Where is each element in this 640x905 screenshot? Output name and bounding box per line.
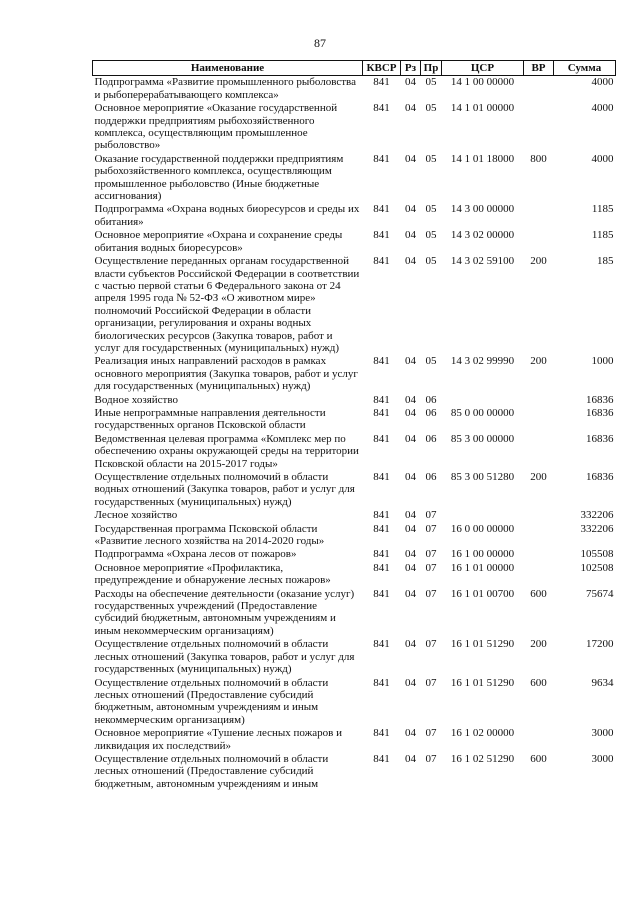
- cell-kvsr: 841: [373, 255, 390, 268]
- cell-sum: 332206: [580, 509, 614, 522]
- cell-rz: 04: [405, 102, 416, 115]
- header-vr: ВР: [524, 61, 554, 76]
- cell-kvsr: 841: [373, 522, 390, 535]
- table-row: [93, 548, 616, 561]
- table-row: [93, 394, 616, 407]
- cell-name: Подпрограмма «Охрана лесов от пожаров»: [94, 548, 297, 561]
- cell-csr: [442, 394, 524, 407]
- table-row: [93, 203, 616, 229]
- table-row: [93, 407, 616, 433]
- cell-sum: 16836: [586, 432, 614, 445]
- cell-name: Водное хозяйство: [94, 393, 178, 406]
- table-row: [93, 255, 616, 355]
- cell-sum: 75674: [586, 587, 614, 600]
- cell-name: Основное мероприятие «Охрана и сохранение среды обитания водных биоресурсов»: [94, 229, 343, 254]
- cell-name: Основное мероприятие «Тушение лесных пожаров и ликвидация их последствий»: [94, 727, 342, 752]
- cell-pr: 05: [425, 102, 437, 115]
- cell-vr: [524, 727, 554, 753]
- cell-sum: 16836: [586, 393, 614, 406]
- cell-name: Ведомственная целевая программа «Комплекс мер по обеспечению охраны окружающей среды на территории Псковской области на 2015-2017 годы»: [94, 432, 359, 470]
- cell-vr: 200: [530, 638, 547, 651]
- cell-kvsr: 841: [373, 229, 390, 242]
- cell-csr: 14 3 02 00000: [450, 229, 515, 242]
- cell-name: Государственная программа Псковской области «Развитие лесного хозяйства на 2014-2020 годы»: [94, 522, 325, 548]
- header-pr: Пр: [421, 61, 442, 76]
- cell-csr: 16 1 01 00000: [450, 561, 515, 574]
- cell-csr: 14 1 01 18000: [450, 152, 515, 165]
- cell-pr: 07: [425, 727, 437, 740]
- cell-kvsr: 841: [373, 561, 390, 574]
- cell-kvsr: 841: [373, 393, 390, 406]
- cell-rz: 04: [405, 406, 416, 419]
- cell-vr: [524, 433, 554, 471]
- cell-pr: 07: [425, 676, 437, 689]
- cell-csr: 85 3 00 00000: [450, 432, 515, 445]
- table-row: [93, 471, 616, 509]
- cell-pr: 05: [425, 152, 437, 165]
- cell-sum: 102508: [580, 561, 614, 574]
- cell-rz: 04: [405, 509, 416, 522]
- cell-rz: 04: [405, 548, 416, 561]
- table-row: [93, 727, 616, 753]
- cell-sum: 4000: [591, 152, 614, 165]
- cell-vr: 600: [530, 752, 547, 765]
- cell-pr: 07: [425, 752, 437, 765]
- cell-name: Осуществление переданных органам государственной власти субъектов Российской Федерации в соответствии с частью первой статьи 6 Федерального закона от 24 апреля 1995 года № 52-ФЗ «О животном мире» полномочий Российской Федерации в области организации, регулирования и охраны водных биологических ресурсов (Закупка товаров, работ и услуг для государственных (муниципальных) нужд): [94, 255, 360, 354]
- cell-name: Лесное хозяйство: [94, 509, 178, 522]
- cell-csr: 16 1 02 51290: [450, 752, 515, 765]
- header-csr: ЦСР: [442, 61, 524, 76]
- cell-vr: [524, 407, 554, 433]
- cell-sum: 4000: [591, 102, 614, 115]
- cell-sum: 1185: [591, 203, 614, 216]
- cell-sum: 9634: [591, 676, 614, 689]
- cell-csr: 16 1 01 51290: [450, 676, 515, 689]
- cell-name: Осуществление отдельных полномочий в области лесных отношений (Предоставление субсидий бюджетным, автономным учреждениям и иным некоммерческим организациям): [94, 676, 329, 726]
- cell-vr: 600: [530, 676, 547, 689]
- cell-vr: 600: [530, 587, 547, 600]
- cell-sum: 17200: [586, 638, 614, 651]
- cell-sum: 4000: [591, 76, 614, 89]
- cell-rz: 04: [405, 229, 416, 242]
- cell-rz: 04: [405, 676, 416, 689]
- cell-vr: [524, 76, 554, 102]
- cell-rz: 04: [405, 432, 416, 445]
- cell-vr: [524, 562, 554, 588]
- cell-name: Осуществление отдельных полномочий в области лесных отношений (Предоставление субсидий бюджетным, автономным учреждениям и иным: [94, 752, 329, 790]
- cell-pr: 07: [425, 561, 437, 574]
- cell-pr: 07: [425, 587, 437, 600]
- cell-pr: 07: [425, 509, 437, 522]
- cell-vr: [524, 229, 554, 255]
- cell-csr: 14 3 02 99990: [450, 355, 515, 368]
- header-rz: Рз: [401, 61, 421, 76]
- cell-pr: 06: [425, 471, 437, 483]
- cell-pr: 05: [425, 255, 437, 268]
- cell-csr: 16 1 00 00000: [450, 548, 515, 561]
- cell-sum: 16836: [586, 406, 614, 419]
- cell-name: Реализация иных направлений расходов в рамках основного мероприятия (Закупка товаров, работ и услуг для государственных (муниципальных) нужд): [94, 355, 358, 393]
- cell-name: Основное мероприятие «Оказание государственной поддержки предприятиям рыбохозяйственного комплекса, осуществляющим промышленное рыболовство»: [94, 102, 338, 152]
- cell-sum: 3000: [591, 752, 614, 765]
- budget-table: [92, 60, 616, 791]
- cell-rz: 04: [405, 638, 416, 651]
- cell-rz: 04: [405, 76, 416, 89]
- cell-pr: 05: [425, 355, 437, 368]
- cell-vr: [524, 102, 554, 153]
- cell-vr: 200: [530, 355, 547, 368]
- cell-csr: 85 0 00 00000: [450, 406, 515, 419]
- cell-vr: [524, 509, 554, 522]
- cell-csr: 16 1 02 00000: [450, 727, 515, 740]
- cell-pr: 06: [425, 406, 437, 419]
- cell-kvsr: 841: [373, 638, 390, 651]
- header-sum: Сумма: [554, 61, 616, 76]
- table-row: [93, 677, 616, 728]
- table-row: [93, 753, 616, 791]
- cell-rz: 04: [405, 522, 416, 535]
- cell-rz: 04: [405, 752, 416, 765]
- cell-name: Осуществление отдельных полномочий в области водных отношений (Закупка товаров, работ и услуг для государственных (муниципальных) нужд): [94, 471, 355, 508]
- cell-kvsr: 841: [373, 406, 390, 419]
- cell-rz: 04: [405, 152, 416, 165]
- cell-name: Подпрограмма «Охрана водных биоресурсов и среды их обитания»: [94, 203, 360, 228]
- cell-name: Осуществление отдельных полномочий в области лесных отношений (Закупка товаров, работ и услуг для государственных (муниципальных) нужд): [94, 638, 355, 676]
- cell-csr: 85 3 00 51280: [450, 471, 515, 483]
- table-row: [93, 102, 616, 153]
- cell-rz: 04: [405, 561, 416, 574]
- table-row: [93, 588, 616, 639]
- cell-csr: 14 1 00 00000: [450, 76, 515, 89]
- cell-rz: 04: [405, 355, 416, 368]
- cell-rz: 04: [405, 203, 416, 216]
- cell-sum: 105508: [580, 548, 614, 561]
- table-row: [93, 355, 616, 393]
- table-header-row: [93, 61, 616, 76]
- cell-kvsr: 841: [373, 102, 390, 115]
- header-name: Наименование: [93, 61, 363, 76]
- table-row: [93, 433, 616, 471]
- cell-kvsr: 841: [373, 548, 390, 561]
- cell-rz: 04: [405, 471, 416, 483]
- table-row: [93, 76, 616, 102]
- table-row: [93, 229, 616, 255]
- cell-vr: [524, 523, 554, 549]
- cell-pr: 05: [425, 203, 437, 216]
- cell-pr: 05: [425, 229, 437, 242]
- table-row: [93, 523, 616, 549]
- cell-pr: 07: [425, 548, 437, 561]
- cell-rz: 04: [405, 587, 416, 600]
- cell-name: Подпрограмма «Развитие промышленного рыболовства и рыбоперерабатывающего комплекса»: [94, 76, 356, 101]
- table-row: [93, 638, 616, 676]
- cell-sum: 332206: [580, 522, 614, 535]
- cell-name: Оказание государственной поддержки предприятиям рыбохозяйственного комплекса, осуществляющим промышленное рыболовство (Иные бюджетные ассигнования): [94, 152, 344, 203]
- cell-vr: [524, 548, 554, 561]
- cell-sum: 1185: [591, 229, 614, 242]
- cell-kvsr: 841: [373, 152, 390, 165]
- cell-name: Иные непрограммные направления деятельности государственных органов Псковской области: [94, 406, 326, 432]
- cell-csr: [442, 509, 524, 522]
- cell-sum: 1000: [591, 355, 614, 368]
- cell-rz: 04: [405, 255, 416, 268]
- cell-kvsr: 841: [373, 752, 390, 765]
- cell-kvsr: 841: [373, 676, 390, 689]
- cell-csr: 16 0 00 00000: [450, 522, 515, 535]
- cell-kvsr: 841: [373, 432, 390, 445]
- table-row: [93, 509, 616, 522]
- cell-csr: 14 1 01 00000: [450, 102, 515, 115]
- cell-kvsr: 841: [373, 76, 390, 89]
- cell-pr: 07: [425, 638, 437, 651]
- table-row: [93, 153, 616, 204]
- cell-sum: 3000: [591, 727, 614, 740]
- cell-kvsr: 841: [373, 471, 390, 483]
- cell-vr: [524, 203, 554, 229]
- cell-kvsr: 841: [373, 587, 390, 600]
- cell-csr: 16 1 01 51290: [450, 638, 515, 651]
- cell-csr: 14 3 02 59100: [450, 255, 515, 268]
- cell-sum: 16836: [586, 471, 614, 483]
- cell-csr: 14 3 00 00000: [450, 203, 515, 216]
- cell-pr: 06: [425, 432, 437, 445]
- cell-kvsr: 841: [373, 509, 390, 522]
- cell-pr: 06: [425, 393, 437, 406]
- cell-rz: 04: [405, 393, 416, 406]
- cell-vr: 200: [530, 471, 547, 483]
- cell-pr: 07: [425, 522, 437, 535]
- header-kvsr: КВСР: [363, 61, 401, 76]
- cell-csr: 16 1 01 00700: [450, 587, 515, 600]
- cell-sum: 185: [597, 255, 614, 268]
- cell-rz: 04: [405, 727, 416, 740]
- cell-kvsr: 841: [373, 727, 390, 740]
- page-number: 87: [314, 36, 326, 50]
- table-row: [93, 562, 616, 588]
- cell-kvsr: 841: [373, 355, 390, 368]
- cell-vr: 200: [530, 255, 547, 268]
- table-body: [93, 76, 616, 791]
- cell-vr: 800: [530, 152, 547, 165]
- cell-vr: [524, 394, 554, 407]
- cell-name: Расходы на обеспечение деятельности (оказание услуг) государственных учреждений (Предоставление субсидий бюджетным, автономным учреждениям и иным некоммерческим организациям): [94, 587, 355, 637]
- cell-name: Основное мероприятие «Профилактика, предупреждение и обнаружение лесных пожаров»: [94, 561, 331, 587]
- cell-pr: 05: [425, 76, 437, 89]
- cell-kvsr: 841: [373, 203, 390, 216]
